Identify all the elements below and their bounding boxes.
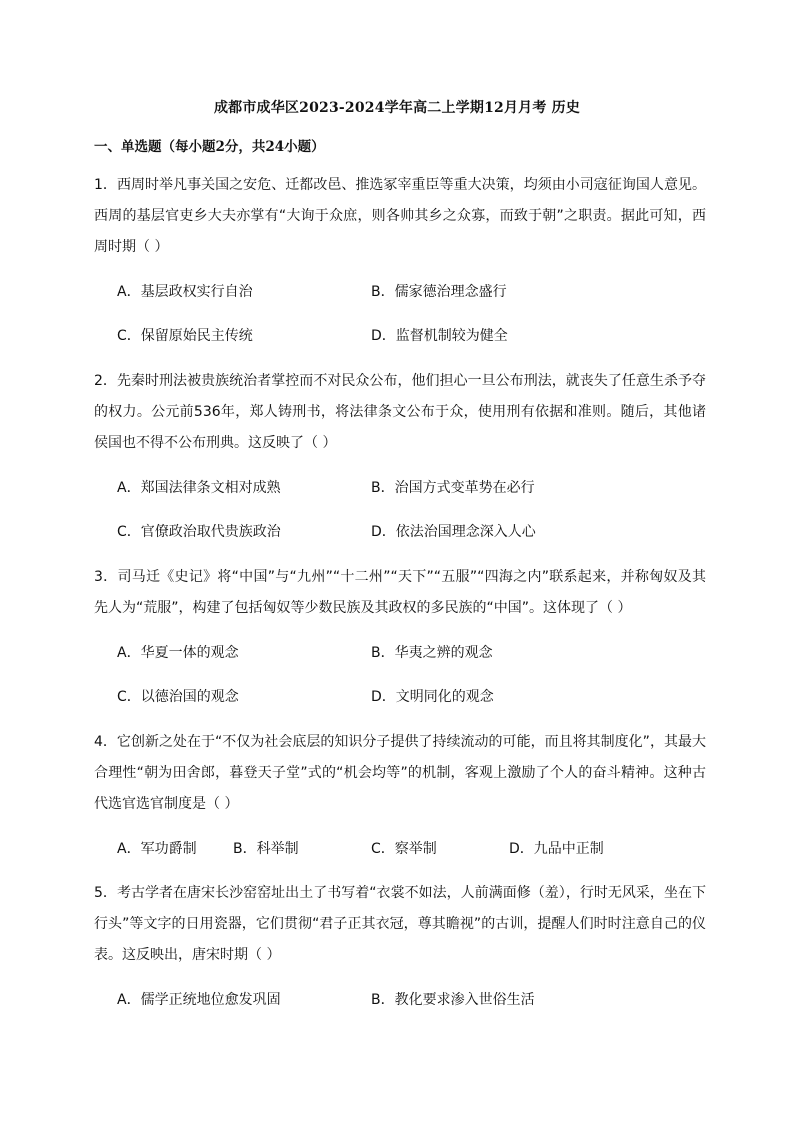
options-row	[117, 477, 706, 521]
options-row	[117, 686, 706, 730]
option-b: B．教化要求渗入世俗生活	[371, 992, 535, 1008]
options-row	[117, 642, 706, 686]
question-2-stem: 2．先秦时刑法被贵族统治者掌控而不对民众公布，他们担心一旦公布刑法，就丧失了任意生杀予夺的权力。公元前536年，郑人铸刑书，将法律条文公布于众，使用刑有依据和准则。随后，其他诸侯国也不得不公布刑典。这反映了（ ）	[94, 373, 706, 451]
options-row	[117, 521, 706, 565]
question-5-stem: 5．考古学者在唐宋长沙窑窑址出土了书写着“衣裳不如法，人前满面修（羞），行时无风采，坐在下行头”等文字的日用瓷器，它们贯彻“君子正其衣冠，尊其瞻视”的古训，提醒人们时时注意自己的仪表。这反映出，唐宋时期（ ）	[94, 885, 706, 963]
question-5-options	[117, 989, 706, 1033]
options-row	[117, 838, 706, 882]
option-a: A．儒学正统地位愈发巩固	[117, 992, 281, 1008]
options-row	[117, 989, 706, 1033]
option-d: D．九品中正制	[509, 841, 604, 857]
option-b: B．儒家德治理念盛行	[371, 284, 507, 300]
question-4-stem: 4．它创新之处在于“不仅为社会底层的知识分子提供了持续流动的可能，而且将其制度化”，其最大合理性“朝为田舍郎，暮登天子堂”式的“机会均等”的机制，客观上激励了个人的奋斗精神。这种古代选官选官制度是（ ）	[94, 734, 706, 812]
options-row	[117, 325, 706, 369]
option-a: A．华夏一体的观念	[117, 645, 239, 661]
option-c: C．保留原始民主传统	[117, 328, 253, 344]
option-a: A．郑国法律条文相对成熟	[117, 480, 281, 496]
option-d: D．文明同化的观念	[371, 689, 494, 705]
option-d: D．监督机制较为健全	[371, 328, 508, 344]
option-b: B．科举制	[233, 841, 299, 857]
option-b: B．治国方式变革势在必行	[371, 480, 535, 496]
option-d: D．依法治国理念深入人心	[371, 524, 536, 540]
option-c: C．察举制	[371, 841, 437, 857]
option-a: A．基层政权实行自治	[117, 284, 253, 300]
option-a: A．军功爵制	[117, 841, 197, 857]
question-3-stem: 3．司马迁《史记》将“中国”与“九州”“十二州”“天下”“五服”“四海之内”联系起来，并称匈奴及其先人为“荒服”，构建了包括匈奴等少数民族及其政权的多民族的“中国”。这体现了（ ）	[94, 569, 706, 616]
page-title: 成都市成华区2023-2024学年高二上学期12月月考 历史	[213, 100, 581, 116]
question-3-options	[117, 642, 706, 730]
question-1-options	[117, 281, 706, 369]
options-row	[117, 281, 706, 325]
option-c: C．官僚政治取代贵族政治	[117, 524, 281, 540]
option-c: C．以德治国的观念	[117, 689, 239, 705]
question-2-options	[117, 477, 706, 565]
option-b: B．华夷之辨的观念	[371, 645, 493, 661]
question-4-options	[117, 838, 706, 882]
question-1-stem: 1．西周时举凡事关国之安危、迁都改邑、推选冢宰重臣等重大决策，均须由小司寇征询国人意见。西周的基层官吏乡大夫亦掌有“大询于众庶，则各帅其乡之众寡，而致于朝”之职责。据此可知，西周时期（ ）	[94, 177, 706, 255]
section-heading: 一、单选题（每小题2分，共24小题）	[94, 139, 325, 155]
